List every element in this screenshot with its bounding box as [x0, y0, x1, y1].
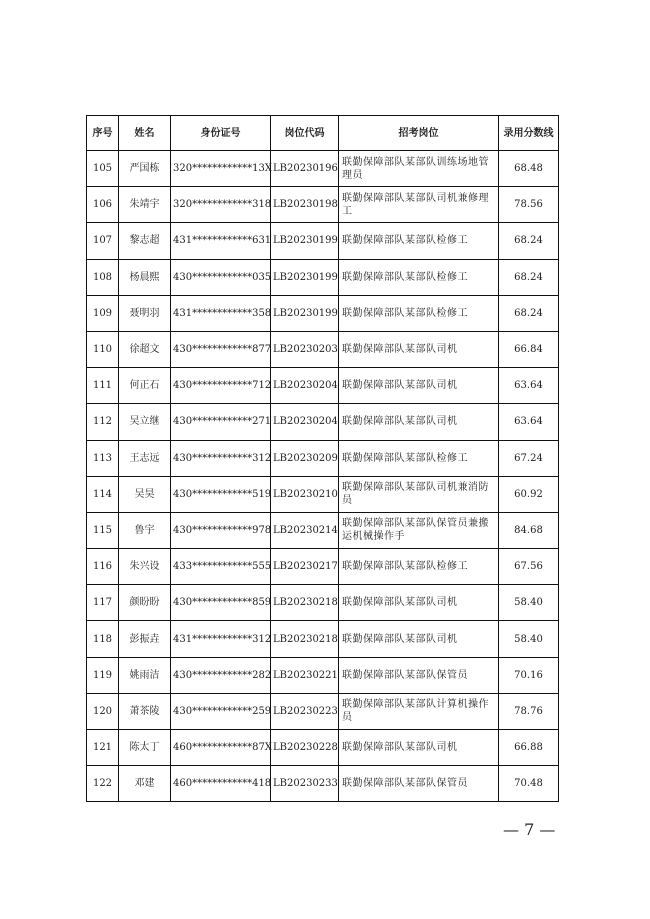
table-row — [87, 621, 559, 657]
header-row — [87, 116, 559, 151]
header-col-index: 序号 — [87, 116, 119, 151]
cell-col-index: 122 — [87, 766, 119, 802]
cell-col-id-number: 430************312 — [171, 440, 271, 476]
cell-col-id-number: 320************318 — [171, 187, 271, 223]
cell-col-position-code: LB20230218 — [271, 585, 339, 621]
cell-col-name: 吴昊 — [119, 476, 171, 512]
cell-col-name: 王志远 — [119, 440, 171, 476]
cell-col-index: 112 — [87, 404, 119, 440]
cell-col-index: 110 — [87, 331, 119, 367]
admission-table — [86, 115, 559, 802]
cell-col-position: 联勤保障部队某部队司机兼消防员 — [339, 476, 499, 512]
table-row — [87, 259, 559, 295]
table-row — [87, 151, 559, 187]
cell-col-position-code: LB20230199 — [271, 295, 339, 331]
cell-col-name: 邓建 — [119, 766, 171, 802]
header-col-name: 姓名 — [119, 116, 171, 151]
cell-col-index: 108 — [87, 259, 119, 295]
cell-col-id-number: 430************259 — [171, 693, 271, 729]
cell-col-position: 联勤保障部队某部队司机 — [339, 404, 499, 440]
cell-col-name: 陈太丁 — [119, 730, 171, 766]
cell-col-position-code: LB20230221 — [271, 657, 339, 693]
cell-col-position: 联勤保障部队某部队检修工 — [339, 295, 499, 331]
cell-col-position: 联勤保障部队某部队保管员兼搬运机械操作手 — [339, 512, 499, 548]
cell-col-name: 徐超文 — [119, 331, 171, 367]
table-row — [87, 440, 559, 476]
cell-col-index: 107 — [87, 223, 119, 259]
cell-col-position-code: LB20230204 — [271, 404, 339, 440]
table-row — [87, 766, 559, 802]
cell-col-position-code: LB20230199 — [271, 223, 339, 259]
cell-col-name: 何正石 — [119, 368, 171, 404]
cell-col-index: 109 — [87, 295, 119, 331]
cell-col-name: 朱兴设 — [119, 549, 171, 585]
cell-col-id-number: 460************418 — [171, 766, 271, 802]
cell-col-score: 70.16 — [499, 657, 559, 693]
cell-col-position: 联勤保障部队某部队计算机操作员 — [339, 693, 499, 729]
table-row — [87, 693, 559, 729]
cell-col-score: 68.48 — [499, 151, 559, 187]
cell-col-position: 联勤保障部队某部队司机 — [339, 368, 499, 404]
cell-col-position: 联勤保障部队某部队司机 — [339, 730, 499, 766]
table-row — [87, 187, 559, 223]
header-col-id-number: 身份证号 — [171, 116, 271, 151]
cell-col-position: 联勤保障部队某部队保管员 — [339, 766, 499, 802]
table-row — [87, 730, 559, 766]
table-row — [87, 476, 559, 512]
cell-col-name: 姚雨洁 — [119, 657, 171, 693]
cell-col-score: 84.68 — [499, 512, 559, 548]
cell-col-position: 联勤保障部队某部队检修工 — [339, 440, 499, 476]
cell-col-score: 63.64 — [499, 404, 559, 440]
cell-col-position-code: LB20230196 — [271, 151, 339, 187]
table-row — [87, 368, 559, 404]
cell-col-score: 66.84 — [499, 331, 559, 367]
cell-col-score: 60.92 — [499, 476, 559, 512]
cell-col-score: 63.64 — [499, 368, 559, 404]
cell-col-id-number: 430************271 — [171, 404, 271, 440]
cell-col-position: 联勤保障部队某部队司机 — [339, 621, 499, 657]
cell-col-index: 119 — [87, 657, 119, 693]
cell-col-name: 聂明羽 — [119, 295, 171, 331]
cell-col-position: 联勤保障部队某部队司机 — [339, 585, 499, 621]
cell-col-position-code: LB20230210 — [271, 476, 339, 512]
cell-col-score: 78.76 — [499, 693, 559, 729]
cell-col-index: 113 — [87, 440, 119, 476]
cell-col-position-code: LB20230199 — [271, 259, 339, 295]
cell-col-score: 67.24 — [499, 440, 559, 476]
cell-col-index: 118 — [87, 621, 119, 657]
cell-col-id-number: 430************877 — [171, 331, 271, 367]
cell-col-position-code: LB20230214 — [271, 512, 339, 548]
cell-col-index: 106 — [87, 187, 119, 223]
cell-col-index: 111 — [87, 368, 119, 404]
cell-col-name: 严国栋 — [119, 151, 171, 187]
cell-col-name: 鲁宇 — [119, 512, 171, 548]
cell-col-position: 联勤保障部队某部队司机兼修理工 — [339, 187, 499, 223]
cell-col-name: 朱靖宇 — [119, 187, 171, 223]
cell-col-index: 121 — [87, 730, 119, 766]
cell-col-position: 联勤保障部队某部队司机 — [339, 331, 499, 367]
table-row — [87, 404, 559, 440]
table-row — [87, 223, 559, 259]
cell-col-id-number: 430************035 — [171, 259, 271, 295]
cell-col-index: 116 — [87, 549, 119, 585]
cell-col-score: 68.24 — [499, 223, 559, 259]
header-col-position: 招考岗位 — [339, 116, 499, 151]
cell-col-id-number: 430************978 — [171, 512, 271, 548]
cell-col-position: 联勤保障部队某部队检修工 — [339, 223, 499, 259]
cell-col-score: 68.24 — [499, 259, 559, 295]
cell-col-position-code: LB20230218 — [271, 621, 339, 657]
cell-col-index: 117 — [87, 585, 119, 621]
cell-col-position-code: LB20230204 — [271, 368, 339, 404]
cell-col-position: 联勤保障部队某部队训练场地管理员 — [339, 151, 499, 187]
cell-col-index: 105 — [87, 151, 119, 187]
cell-col-id-number: 431************631 — [171, 223, 271, 259]
cell-col-name: 杨晨熙 — [119, 259, 171, 295]
cell-col-id-number: 431************312 — [171, 621, 271, 657]
cell-col-name: 萧茶陵 — [119, 693, 171, 729]
cell-col-position: 联勤保障部队某部队检修工 — [339, 259, 499, 295]
cell-col-score: 68.24 — [499, 295, 559, 331]
cell-col-score: 58.40 — [499, 621, 559, 657]
cell-col-score: 66.88 — [499, 730, 559, 766]
cell-col-index: 120 — [87, 693, 119, 729]
cell-col-name: 彭振垚 — [119, 621, 171, 657]
cell-col-index: 115 — [87, 512, 119, 548]
cell-col-score: 58.40 — [499, 585, 559, 621]
cell-col-name: 颜盼盼 — [119, 585, 171, 621]
table-row — [87, 295, 559, 331]
cell-col-score: 78.56 — [499, 187, 559, 223]
table-row — [87, 549, 559, 585]
table-row — [87, 331, 559, 367]
cell-col-position: 联勤保障部队某部队保管员 — [339, 657, 499, 693]
cell-col-id-number: 430************519 — [171, 476, 271, 512]
cell-col-position: 联勤保障部队某部队检修工 — [339, 549, 499, 585]
cell-col-position-code: LB20230223 — [271, 693, 339, 729]
cell-col-name: 黎志超 — [119, 223, 171, 259]
cell-col-id-number: 430************859 — [171, 585, 271, 621]
cell-col-score: 70.48 — [499, 766, 559, 802]
cell-col-id-number: 430************712 — [171, 368, 271, 404]
cell-col-position-code: LB20230233 — [271, 766, 339, 802]
table-row — [87, 657, 559, 693]
table-row — [87, 512, 559, 548]
cell-col-index: 114 — [87, 476, 119, 512]
cell-col-id-number: 460************87X — [171, 730, 271, 766]
cell-col-position-code: LB20230209 — [271, 440, 339, 476]
cell-col-id-number: 320************13X — [171, 151, 271, 187]
cell-col-name: 吴立继 — [119, 404, 171, 440]
cell-col-id-number: 430************282 — [171, 657, 271, 693]
header-col-position-code: 岗位代码 — [271, 116, 339, 151]
page-number: — 7 — — [503, 820, 556, 839]
cell-col-score: 67.56 — [499, 549, 559, 585]
cell-col-position-code: LB20230228 — [271, 730, 339, 766]
cell-col-position-code: LB20230217 — [271, 549, 339, 585]
cell-col-position-code: LB20230203 — [271, 331, 339, 367]
header-col-score: 录用分数线 — [499, 116, 559, 151]
cell-col-position-code: LB20230198 — [271, 187, 339, 223]
cell-col-id-number: 433************555 — [171, 549, 271, 585]
table-row — [87, 585, 559, 621]
cell-col-id-number: 431************358 — [171, 295, 271, 331]
